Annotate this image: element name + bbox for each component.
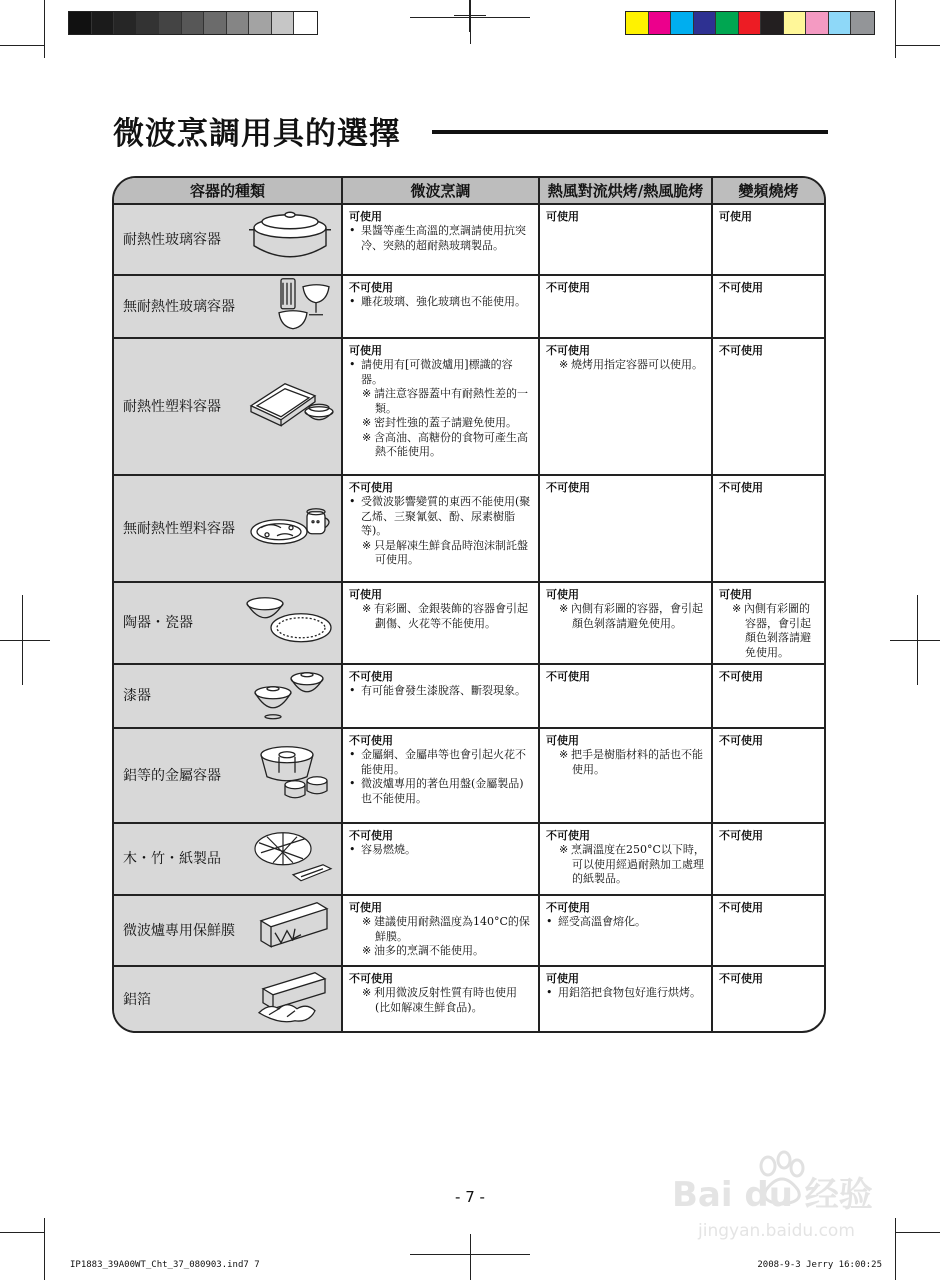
container-type-cell [114,896,343,965]
usage-status: 可使用 [719,210,752,223]
crop-mark [0,45,44,46]
container-type-label: 微波爐專用保鮮膜 [123,922,235,939]
footer-timestamp: 2008-9-3 Jerry 16:00:25 [757,1260,882,1270]
usage-status: 可使用 [546,210,579,223]
footer-file-info: IP1883_39A00WT_Cht_37_080903.ind7 7 [70,1260,260,1270]
table-row [114,583,824,665]
usage-status: 不可使用 [719,734,763,747]
convection-cell [540,896,713,965]
microwave-cell [343,896,540,965]
note-mark: ※ [362,416,372,429]
note-text: 把手是樹脂材料的話也不能使用。 [571,748,703,776]
container-type-cell [114,476,343,581]
note-mark: • [349,295,356,308]
container-type-cell [114,729,343,822]
note-text: 果醬等產生高溫的烹調請使用抗突冷、突熱的超耐熱玻璃製品。 [361,224,526,252]
color-swatch [249,12,272,34]
table-header [114,178,824,205]
color-swatch [761,12,784,34]
note-text: 烹調溫度在250°C以下時，可以使用經過耐熱加工處理的紙製品。 [571,843,705,885]
grayscale-color-bar [68,11,318,35]
usage-status: 可使用 [349,344,382,357]
reference-note [349,416,532,431]
table-row [114,967,824,1032]
crop-mark [895,1218,896,1280]
container-type-label: 陶器・瓷器 [123,614,193,631]
reference-note [349,387,532,416]
reference-note [349,431,532,460]
usage-status: 不可使用 [719,829,763,842]
note-text: 密封性強的蓋子請避免使用。 [374,416,517,429]
container-type-label: 耐熱性玻璃容器 [123,231,221,248]
usage-status: 不可使用 [349,670,393,683]
bullet-note [349,358,532,387]
glass-casserole-icon [245,205,335,274]
reference-note [349,602,532,631]
note-text: 利用微波反射性質有時也使用(比如解凍生鮮食品)。 [374,986,517,1014]
bullet-note [349,748,532,777]
glassware-icon [275,276,335,337]
convection-cell [540,339,713,474]
convection-cell [540,729,713,822]
table-body [114,205,824,1032]
note-text: 請使用有[可微波爐用]標識的容器。 [361,358,513,386]
grill-cell [713,276,824,337]
grill-cell [713,583,824,663]
metal-mold-icon [255,740,335,811]
usage-status: 不可使用 [719,901,763,914]
table-row [114,665,824,729]
note-text: 容易燃燒。 [361,843,416,856]
bullet-note [546,986,705,1001]
color-swatch [114,12,137,34]
note-mark: ※ [559,843,569,856]
usage-status: 不可使用 [546,281,590,294]
container-type-cell [114,205,343,274]
microwave-cell [343,276,540,337]
ceramic-bowl-icon [245,592,335,655]
note-mark: • [349,748,356,761]
reference-note [349,915,532,944]
microwave-cell [343,665,540,727]
color-swatch [784,12,807,34]
microwave-cell [343,729,540,822]
reference-note [349,539,532,568]
container-type-cell [114,824,343,894]
note-text: 用鋁箔把食物包好進行烘烤。 [558,986,701,999]
bamboo-basket-icon [251,827,335,892]
note-text: 建議使用耐熱溫度為140°C的保鮮膜。 [374,915,530,943]
note-mark: ※ [362,602,372,615]
note-mark: ※ [559,358,569,371]
utensil-table [112,176,826,1033]
reference-note [349,986,532,1015]
note-mark: ※ [362,986,372,999]
container-type-label: 無耐熱性塑料容器 [123,520,235,537]
container-type-label: 耐熱性塑料容器 [123,398,221,415]
table-row [114,205,824,276]
color-swatch [671,12,694,34]
usage-status: 不可使用 [719,481,763,494]
crop-mark [44,1218,45,1280]
microwave-cell [343,824,540,894]
color-swatch [851,12,874,34]
usage-status: 可使用 [719,588,752,601]
table-row [114,896,824,967]
header-inverter-grill: 變頻燒烤 [738,182,799,200]
microwave-cell [343,205,540,274]
usage-status: 可使用 [349,210,382,223]
note-mark: • [349,224,356,237]
note-text: 有彩圖、金銀裝飾的容器會引起劃傷、火花等不能使用。 [374,602,528,630]
note-text: 只是解凍生鮮食品時泡沫制託盤可使用。 [374,538,528,566]
convection-cell [540,276,713,337]
color-swatch [626,12,649,34]
crop-mark [890,640,940,641]
note-mark: • [546,986,553,999]
note-mark: • [349,495,356,508]
color-swatch [137,12,160,34]
crop-mark [917,595,918,685]
svg-text:jingyan.baidu.com: jingyan.baidu.com [698,1221,855,1241]
grill-cell [713,729,824,822]
bullet-note [349,684,532,699]
note-mark: ※ [559,748,569,761]
usage-status: 不可使用 [719,972,763,985]
container-type-label: 漆器 [123,687,151,704]
cling-wrap-icon [255,898,335,963]
container-type-cell [114,967,343,1032]
note-text: 油多的烹調不能使用。 [374,944,484,957]
grill-cell [713,896,824,965]
container-type-cell [114,276,343,337]
reference-note [546,748,705,777]
grill-cell [713,967,824,1032]
bullet-note [349,495,532,539]
note-mark: • [546,915,553,928]
convection-cell [540,665,713,727]
plastic-plate-icon [247,501,335,556]
usage-status: 可使用 [546,972,579,985]
container-type-label: 木・竹・紙製品 [123,850,221,867]
grill-cell [713,339,824,474]
color-swatch [694,12,717,34]
note-text: 微波爐專用的著色用盤(金屬製品)也不能使用。 [361,777,524,805]
baidu-jingyan-watermark [668,1146,888,1246]
usage-status: 可使用 [546,734,579,747]
crop-mark [22,595,23,685]
reference-note [546,843,705,887]
note-text: 金屬網、金屬串等也會引起火花不能使用。 [361,748,526,776]
table-row [114,476,824,583]
color-swatch [739,12,762,34]
note-mark: ※ [362,538,372,552]
color-swatch [227,12,250,34]
grill-cell [713,665,824,727]
convection-cell [540,476,713,581]
note-text: 受微波影響變質的東西不能使用(聚乙烯、三聚氰氨、酚、尿素樹脂等)。 [361,495,531,537]
color-swatch [182,12,205,34]
microwave-cell [343,476,540,581]
svg-text:Bai du 经验: Bai du 经验 [672,1175,873,1215]
usage-status: 不可使用 [719,344,763,357]
container-type-label: 鋁等的金屬容器 [123,767,221,784]
grill-cell [713,476,824,581]
note-mark: ※ [362,387,372,400]
aluminum-foil-icon [253,967,335,1032]
note-mark: • [349,777,356,790]
usage-status: 不可使用 [546,829,590,842]
usage-status: 不可使用 [546,481,590,494]
container-type-cell [114,339,343,474]
usage-status: 不可使用 [546,670,590,683]
usage-status: 不可使用 [349,281,393,294]
note-mark: ※ [362,944,372,957]
header-convection: 熱風對流烘烤/熱風脆烤 [540,178,713,203]
reference-note [349,944,532,959]
usage-status: 不可使用 [349,829,393,842]
usage-status: 可使用 [546,588,579,601]
note-mark: ※ [559,602,569,615]
note-text: 雕花玻璃、強化玻璃也不能使用。 [361,295,526,308]
container-type-cell [114,665,343,727]
crop-mark [44,0,45,58]
usage-status: 不可使用 [546,901,590,914]
header-container-type: 容器的種類 [114,178,343,203]
bullet-note [349,843,532,858]
note-text: 請注意容器蓋中有耐熱性差的一類。 [374,387,528,415]
crop-mark [0,1232,44,1233]
color-swatch [829,12,852,34]
usage-status: 不可使用 [349,734,393,747]
title-rule [432,130,828,134]
color-swatch [204,12,227,34]
note-text: 內側有彩圖的容器，會引起顏色剝落請避免使用。 [571,602,703,630]
grill-cell [713,205,824,274]
note-text: 內側有彩圖的容器，會引起顏色剝落請避免使用。 [744,602,811,659]
crop-mark [896,1232,940,1233]
bullet-note [349,224,532,253]
table-row [114,729,824,824]
grill-cell [713,824,824,894]
container-type-label: 無耐熱性玻璃容器 [123,298,235,315]
note-mark: • [349,358,356,371]
table-row [114,824,824,896]
table-row [114,276,824,339]
process-color-bar [625,11,875,35]
color-swatch [272,12,295,34]
plastic-tray-icon [247,377,335,436]
reference-note [546,602,705,631]
note-mark: • [349,843,356,856]
usage-status: 可使用 [349,588,382,601]
reference-note [719,602,818,660]
usage-status: 不可使用 [719,670,763,683]
table-row [114,339,824,476]
bullet-note [546,915,705,930]
container-type-label: 鋁箔 [123,991,151,1008]
convection-cell [540,205,713,274]
color-swatch [92,12,115,34]
crop-mark [470,0,471,44]
note-mark: ※ [362,915,372,928]
note-mark: ※ [362,430,372,444]
color-swatch [649,12,672,34]
crop-mark [896,45,940,46]
header-microwave: 微波烹調 [343,178,540,203]
crop-mark [0,640,50,641]
microwave-cell [343,339,540,474]
page-title: 微波烹調用具的選擇 [113,116,401,152]
note-mark: ※ [732,602,742,615]
usage-status: 不可使用 [719,281,763,294]
convection-cell [540,824,713,894]
color-swatch [716,12,739,34]
bullet-note [349,777,532,806]
lacquer-bowl-icon [251,665,335,727]
note-text: 燒烤用指定容器可以使用。 [571,358,703,371]
crop-mark [470,1234,471,1280]
convection-cell [540,967,713,1032]
usage-status: 不可使用 [349,972,393,985]
convection-cell [540,583,713,663]
container-type-cell [114,583,343,663]
note-text: 有可能會發生漆脫落、斷裂現象。 [361,684,526,697]
note-text: 經受高溫會熔化。 [558,915,646,928]
usage-status: 不可使用 [546,344,590,357]
page-number: - 7 - [455,1188,485,1206]
reference-note [546,358,705,373]
color-swatch [159,12,182,34]
color-swatch [294,12,317,34]
usage-status: 可使用 [349,901,382,914]
note-text: 含高油、高糖份的食物可產生高熱不能使用。 [374,430,528,458]
color-swatch [806,12,829,34]
usage-status: 不可使用 [349,481,393,494]
bullet-note [349,295,532,310]
note-mark: • [349,684,356,697]
microwave-cell [343,967,540,1032]
microwave-cell [343,583,540,663]
color-swatch [69,12,92,34]
crop-mark [895,0,896,58]
